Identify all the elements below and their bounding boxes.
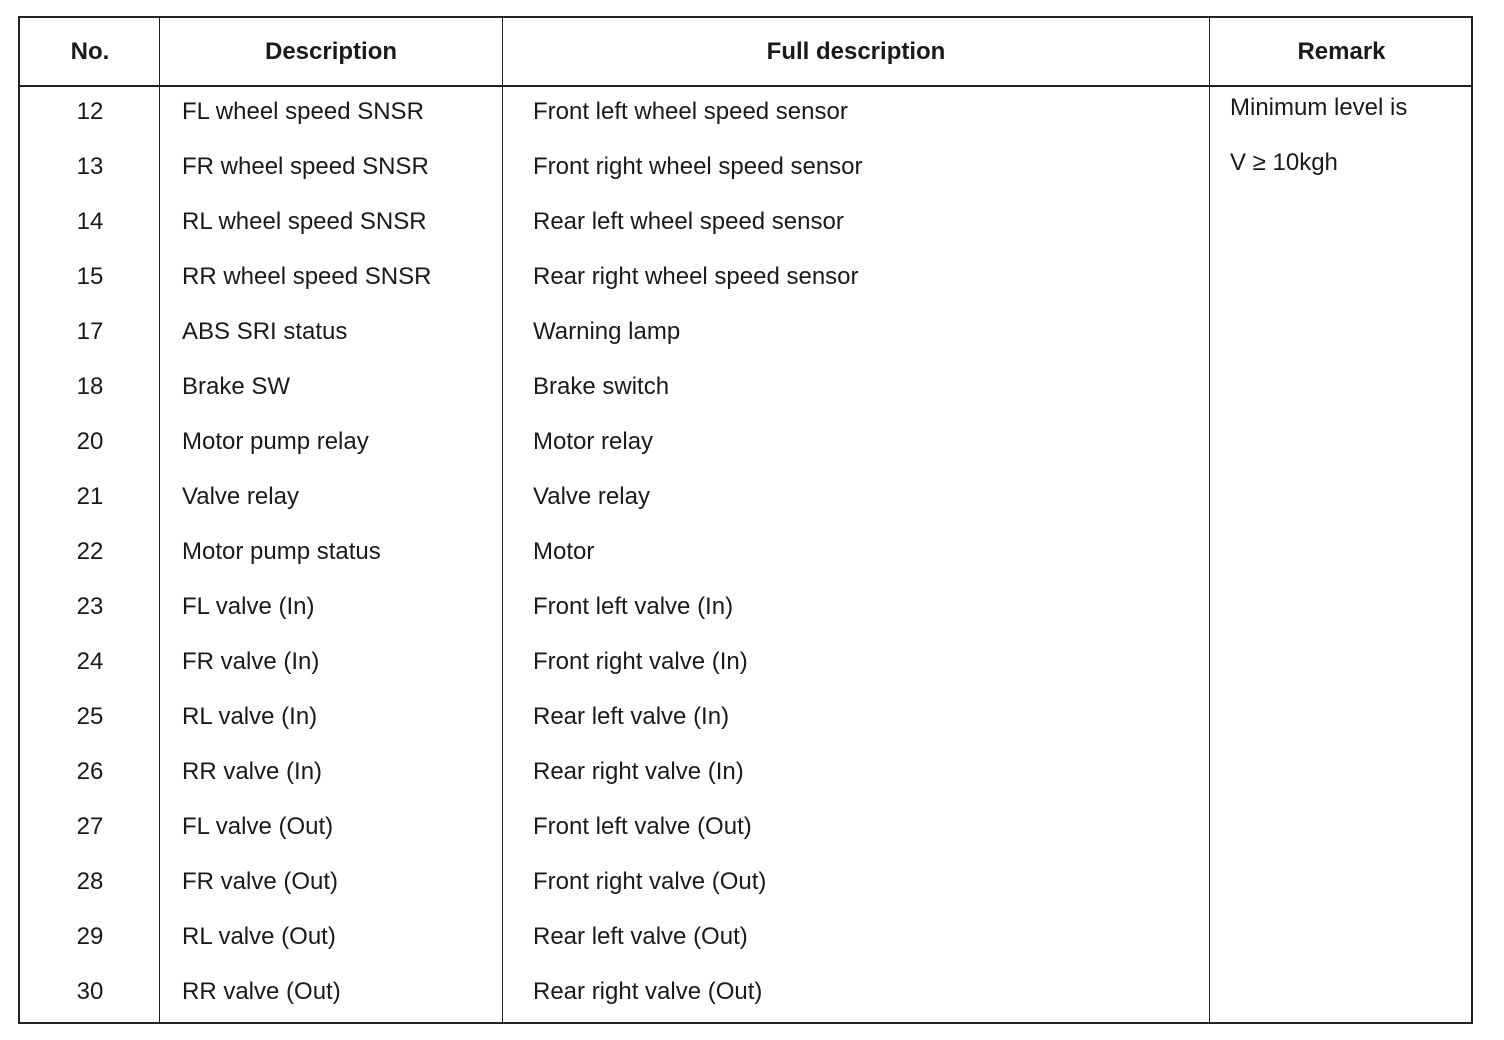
row-full-description: Rear left valve (In) bbox=[533, 702, 730, 730]
row-full-description: Brake switch bbox=[533, 372, 670, 400]
row-number: 22 bbox=[76, 537, 104, 565]
row-number: 30 bbox=[76, 977, 104, 1005]
row-description: Brake SW bbox=[182, 372, 291, 400]
row-number: 13 bbox=[76, 152, 104, 180]
table-row bbox=[20, 909, 1471, 964]
table-row bbox=[20, 304, 1471, 359]
row-number: 28 bbox=[76, 867, 104, 895]
header-no: No. bbox=[70, 38, 110, 65]
table-row bbox=[20, 359, 1471, 414]
row-description: FL valve (Out) bbox=[182, 812, 334, 840]
row-number: 15 bbox=[76, 262, 104, 290]
table-row bbox=[20, 139, 1471, 194]
table-row bbox=[20, 579, 1471, 634]
row-description: FR valve (In) bbox=[182, 647, 320, 675]
row-description: FR wheel speed SNSR bbox=[182, 152, 429, 180]
row-full-description: Rear right wheel speed sensor bbox=[533, 262, 859, 290]
table-row bbox=[20, 964, 1471, 1019]
row-number: 23 bbox=[76, 592, 104, 620]
row-full-description: Motor bbox=[533, 537, 595, 565]
header-remark: Remark bbox=[1297, 38, 1386, 65]
row-description: RR valve (In) bbox=[182, 757, 323, 785]
row-full-description: Front left valve (In) bbox=[533, 592, 734, 620]
row-description: Motor pump status bbox=[182, 537, 381, 565]
row-full-description: Rear left wheel speed sensor bbox=[533, 207, 844, 235]
table-row bbox=[20, 84, 1471, 139]
table-row bbox=[20, 469, 1471, 524]
row-full-description: Front right valve (In) bbox=[533, 647, 748, 675]
row-full-description: Rear right valve (In) bbox=[533, 757, 744, 785]
table-row bbox=[20, 854, 1471, 909]
row-description: FL wheel speed SNSR bbox=[182, 97, 424, 125]
row-number: 24 bbox=[76, 647, 104, 675]
table-row bbox=[20, 799, 1471, 854]
row-full-description: Rear right valve (Out) bbox=[533, 977, 763, 1005]
row-full-description: Valve relay bbox=[533, 482, 650, 510]
row-description: FL valve (In) bbox=[182, 592, 315, 620]
row-full-description: Front right valve (Out) bbox=[533, 867, 767, 895]
remark-line-1: Minimum level is bbox=[1230, 94, 1408, 121]
table-row bbox=[20, 689, 1471, 744]
row-number: 20 bbox=[76, 427, 104, 455]
table-row bbox=[20, 524, 1471, 579]
row-full-description: Rear left valve (Out) bbox=[533, 922, 748, 950]
row-description: Valve relay bbox=[182, 482, 299, 510]
row-description: RL valve (In) bbox=[182, 702, 318, 730]
row-number: 12 bbox=[76, 97, 104, 125]
row-number: 18 bbox=[76, 372, 104, 400]
row-description: RR valve (Out) bbox=[182, 977, 341, 1005]
row-number: 17 bbox=[76, 317, 104, 345]
row-description: RL wheel speed SNSR bbox=[182, 207, 427, 235]
row-description: FR valve (Out) bbox=[182, 867, 339, 895]
row-description: RR wheel speed SNSR bbox=[182, 262, 432, 290]
table-row bbox=[20, 194, 1471, 249]
row-number: 27 bbox=[76, 812, 104, 840]
row-full-description: Front left wheel speed sensor bbox=[533, 97, 848, 125]
row-number: 26 bbox=[76, 757, 104, 785]
row-number: 25 bbox=[76, 702, 104, 730]
table-row bbox=[20, 634, 1471, 689]
table-row bbox=[20, 744, 1471, 799]
remark-line-2: V ≥ 10kgh bbox=[1230, 149, 1338, 176]
row-description: ABS SRI status bbox=[182, 317, 348, 345]
table-row bbox=[20, 414, 1471, 469]
row-full-description: Front right wheel speed sensor bbox=[533, 152, 863, 180]
header-description: Description bbox=[264, 38, 398, 65]
row-number: 14 bbox=[76, 207, 104, 235]
row-number: 21 bbox=[76, 482, 104, 510]
row-description: Motor pump relay bbox=[182, 427, 369, 455]
row-full-description: Motor relay bbox=[533, 427, 654, 455]
header-full-description: Full description bbox=[766, 38, 946, 65]
row-description: RL valve (Out) bbox=[182, 922, 336, 950]
row-number: 29 bbox=[76, 922, 104, 950]
row-full-description: Front left valve (Out) bbox=[533, 812, 752, 840]
row-full-description: Warning lamp bbox=[533, 317, 681, 345]
data-table bbox=[18, 16, 1473, 1024]
table-row bbox=[20, 249, 1471, 304]
